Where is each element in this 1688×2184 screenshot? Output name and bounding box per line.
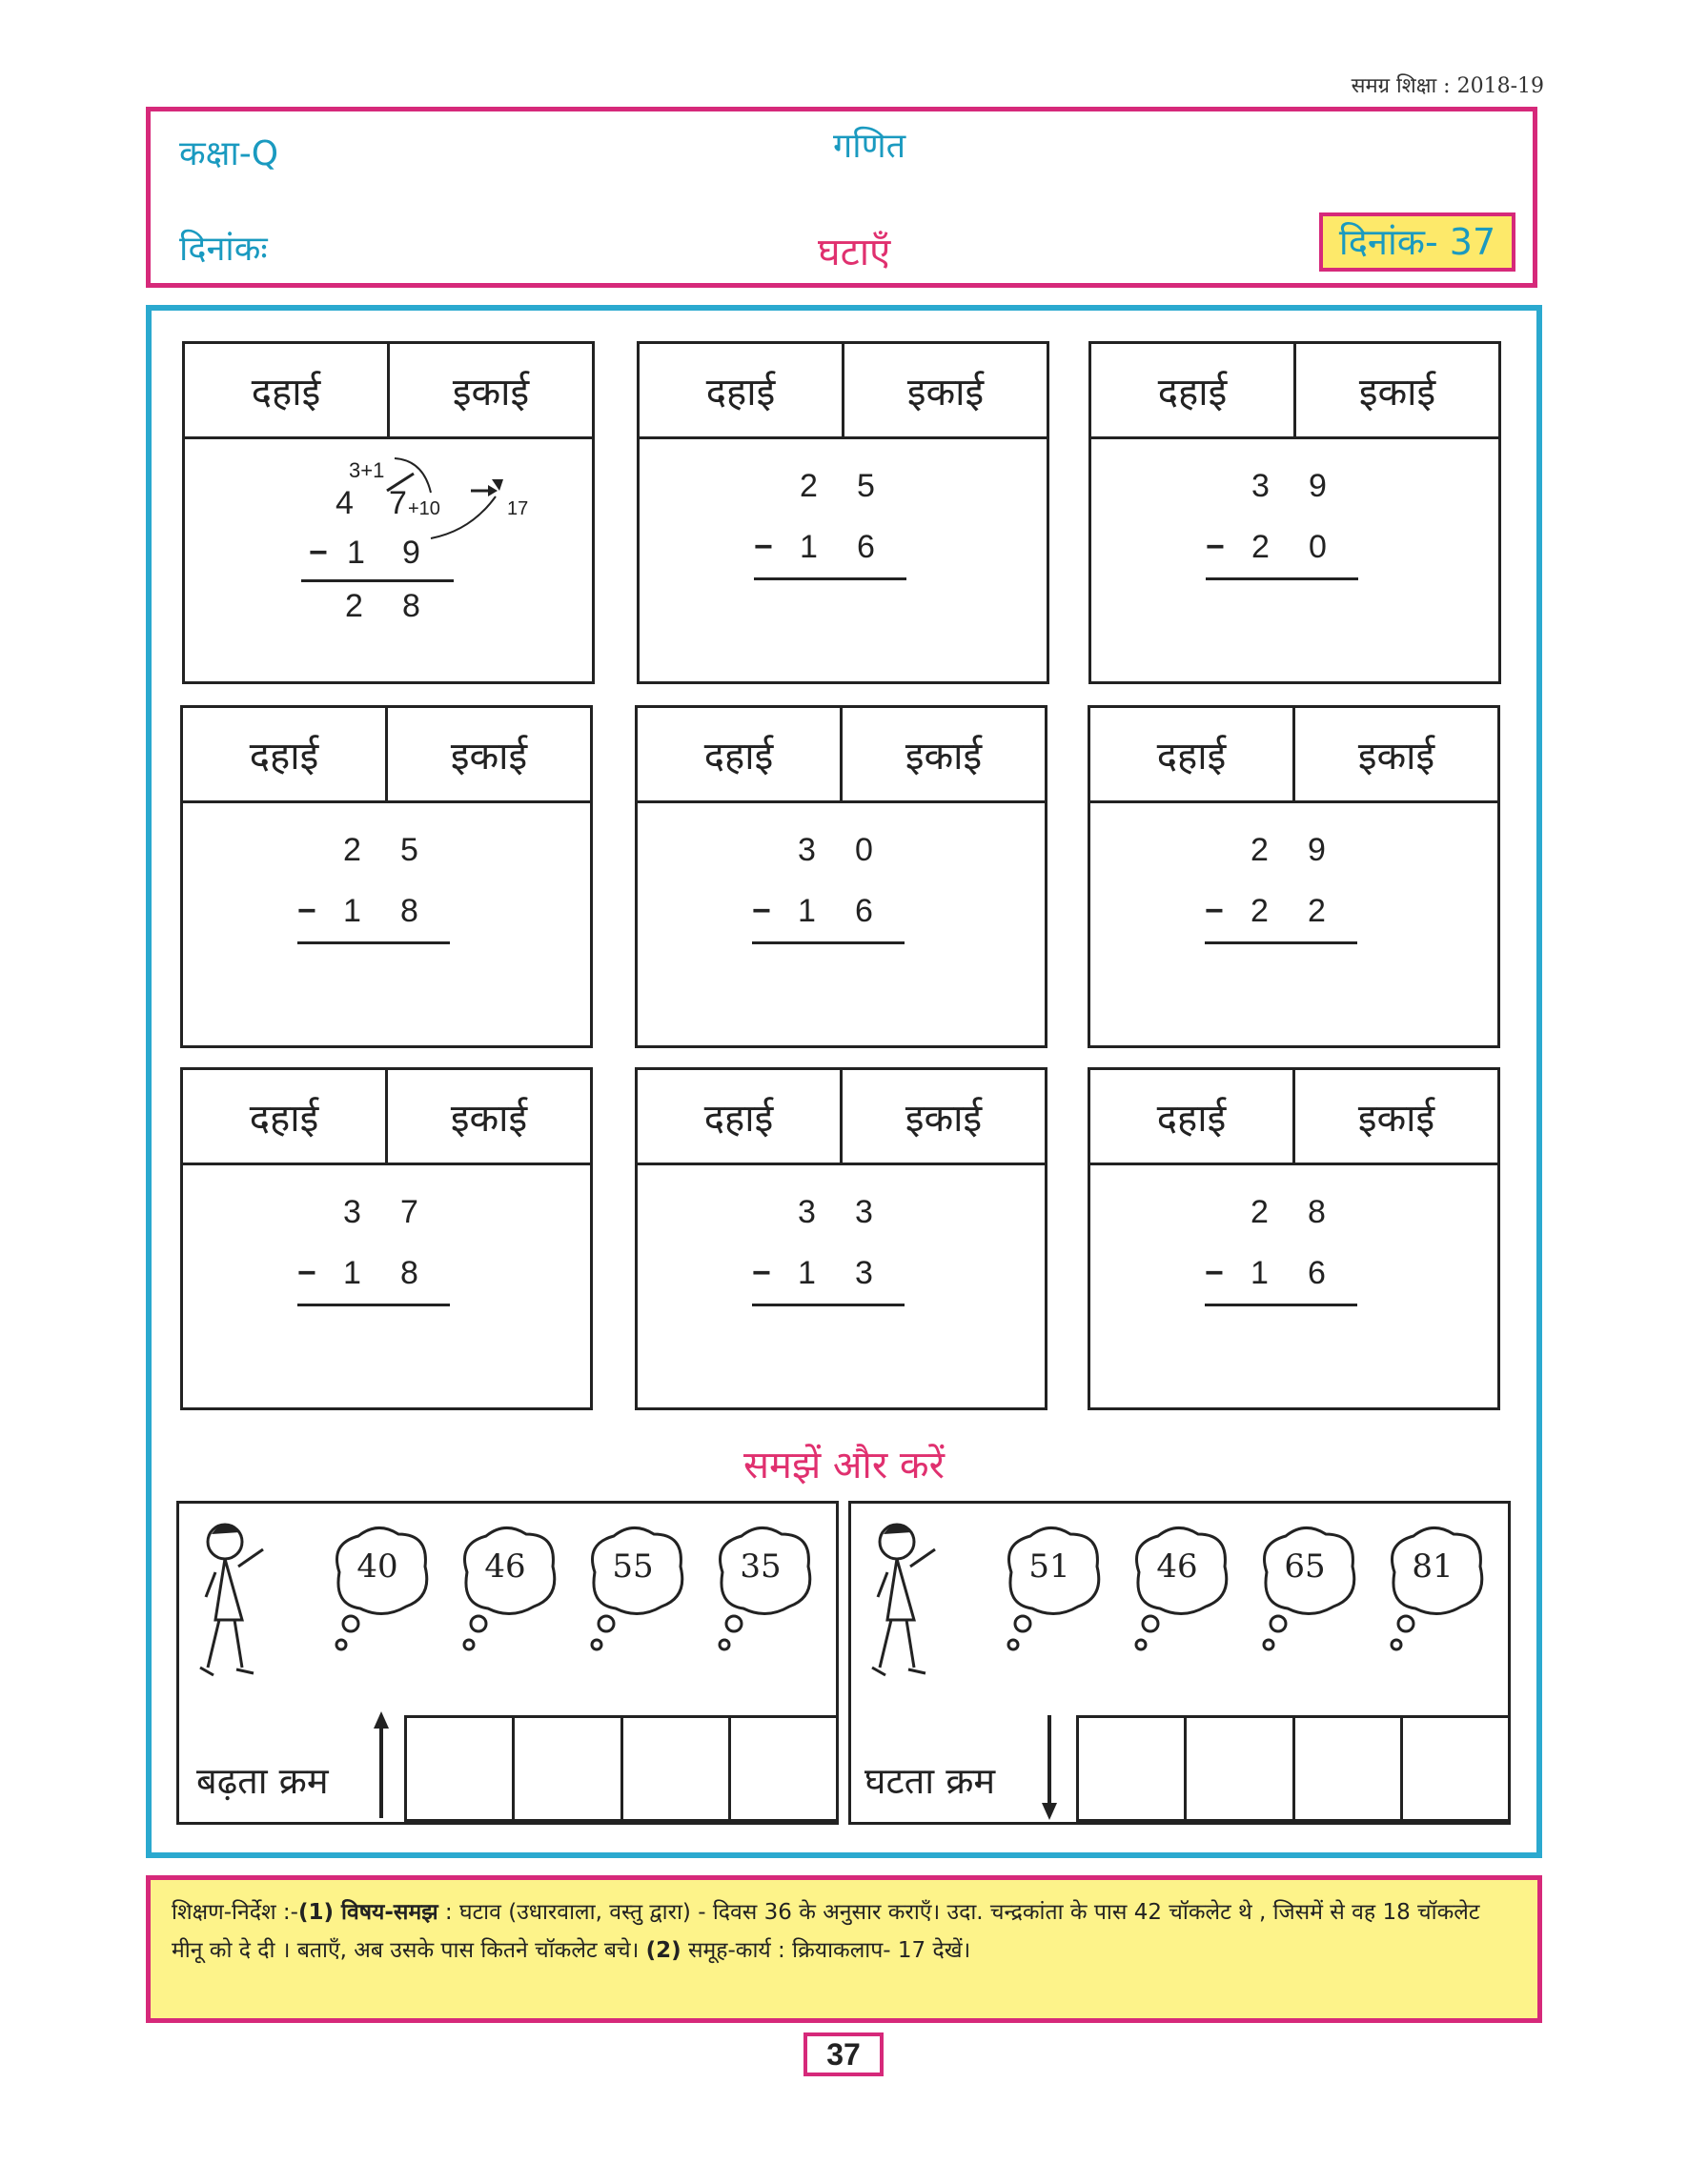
tens-top-digit: 2 xyxy=(800,468,818,504)
subtraction-problem-box xyxy=(180,1067,593,1410)
number-bubble xyxy=(330,1525,425,1620)
ones-top-digit: 7 xyxy=(389,485,407,521)
class-label: कक्षा-Q xyxy=(179,134,279,173)
ones-bottom-digit: 6 xyxy=(855,893,873,929)
ones-column-label: इकाई xyxy=(452,371,530,415)
answer-cell[interactable] xyxy=(1403,1718,1508,1819)
answer-line xyxy=(1205,941,1357,944)
answer-space[interactable] xyxy=(316,954,459,992)
tens-column-label: दहाई xyxy=(1090,708,1295,800)
ones-top-digit: 7 xyxy=(400,1194,418,1230)
borrow-result: 17 xyxy=(507,498,529,519)
answer-space[interactable] xyxy=(1224,1316,1367,1354)
borrow-note: +10 xyxy=(408,498,440,519)
ones-top-digit: 5 xyxy=(400,832,418,868)
subtraction-problem-box xyxy=(180,705,593,1048)
ascending-label: बढ़ता क्रम xyxy=(196,1760,329,1802)
tens-top-digit: 3 xyxy=(1251,468,1270,504)
tens-bottom-digit: 1 xyxy=(347,535,365,571)
worksheet-header xyxy=(146,107,1537,288)
place-value-header xyxy=(1090,708,1497,803)
subtraction-problem-box xyxy=(635,1067,1047,1410)
tens-column-label: दहाई xyxy=(183,708,388,800)
note-part1-text: : घटाव (उधारवाला, वस्तु द्वारा) - दिवस 36 के अनुसार कराएँ। उदा. चन्द्रकांता के पास 42 चॉकलेट थे , जिसमें से वह 18 चॉकलेट मीनू को दे दी । बताएँ, अब उसके पास कितने चॉकलेट बचे। xyxy=(172,1900,1480,1963)
answer-cell[interactable] xyxy=(515,1718,622,1819)
note-part2-heading: (2) xyxy=(645,1938,681,1963)
minus-sign: − xyxy=(1205,1255,1224,1291)
answer-space[interactable] xyxy=(771,954,914,992)
tens-bottom-digit: 1 xyxy=(800,529,818,565)
tens-top-digit: 3 xyxy=(798,1194,816,1230)
number-bubble xyxy=(1257,1525,1352,1620)
tens-column-label: दहाई xyxy=(1090,1070,1295,1163)
answer-line xyxy=(754,577,906,580)
note-part2-text: समूह-कार्य : क्रियाकलाप- 17 देखें। xyxy=(681,1938,971,1963)
topic-title: घटाएँ xyxy=(818,231,891,274)
girl-figure-icon xyxy=(859,1515,954,1687)
subtraction-problem-box xyxy=(1088,341,1501,684)
minus-sign: − xyxy=(752,893,771,929)
tens-column-label: दहाई xyxy=(638,708,843,800)
number-bubble xyxy=(713,1525,808,1620)
bubble-number: 46 xyxy=(1156,1547,1198,1586)
descending-order-box xyxy=(848,1501,1511,1825)
ones-bottom-digit: 0 xyxy=(1309,529,1327,565)
bubble-number: 51 xyxy=(1028,1547,1070,1586)
number-bubble xyxy=(585,1525,681,1620)
tens-top-digit: 2 xyxy=(1251,1194,1269,1230)
tens-top-digit: 2 xyxy=(1251,832,1269,868)
tens-bottom-digit: 1 xyxy=(798,893,816,929)
bubble-number: 81 xyxy=(1412,1547,1454,1586)
place-value-header xyxy=(183,708,590,803)
minus-sign: − xyxy=(1206,529,1225,565)
minus-sign: − xyxy=(309,535,328,571)
tens-bottom-digit: 2 xyxy=(1251,529,1270,565)
ones-bottom-digit: 9 xyxy=(402,535,420,571)
ones-top-digit: 8 xyxy=(1308,1194,1326,1230)
answer-line xyxy=(752,1304,905,1306)
tens-top-digit: 4 xyxy=(336,485,354,521)
answer-line xyxy=(297,1304,450,1306)
note-part1-heading: (1) विषय-समझ xyxy=(297,1900,438,1925)
number-bubble xyxy=(1129,1525,1225,1620)
bubble-number: 35 xyxy=(740,1547,782,1586)
tens-bottom-digit: 1 xyxy=(798,1255,816,1291)
subtraction-problem-box xyxy=(635,705,1047,1048)
ascending-answer-cells xyxy=(404,1715,839,1822)
answer-line xyxy=(301,579,454,582)
answer-cell[interactable] xyxy=(1187,1718,1294,1819)
number-bubble xyxy=(1002,1525,1097,1620)
subtraction-problem-box xyxy=(1088,1067,1500,1410)
ones-top-digit: 0 xyxy=(855,832,873,868)
tens-bottom-digit: 1 xyxy=(343,893,361,929)
tens-column-label: दहाई xyxy=(183,1070,388,1163)
minus-sign: − xyxy=(297,1255,316,1291)
tens-column-label: दहाई xyxy=(640,344,844,436)
teaching-instructions xyxy=(146,1875,1542,2023)
tens-column-label: दहाई xyxy=(638,1070,843,1163)
tens-top-digit: 3 xyxy=(798,832,816,868)
number-bubble xyxy=(458,1525,553,1620)
note-prefix: शिक्षण-निर्देश :- xyxy=(172,1900,298,1925)
ones-column-label: इकाई xyxy=(1358,371,1436,415)
place-value-header xyxy=(638,1070,1045,1165)
ones-top-digit: 5 xyxy=(857,468,875,504)
answer-cell[interactable] xyxy=(407,1718,515,1819)
answer-space[interactable] xyxy=(1225,590,1368,628)
place-value-header xyxy=(638,708,1045,803)
answer-space[interactable] xyxy=(771,1316,914,1354)
tens-column-label: दहाई xyxy=(185,344,390,436)
ones-column-label: इकाई xyxy=(450,735,528,779)
subtraction-problem-box xyxy=(637,341,1049,684)
ones-column-label: इकाई xyxy=(1357,1097,1435,1141)
ones-top-digit: 9 xyxy=(1308,832,1326,868)
answer-cell[interactable] xyxy=(731,1718,836,1819)
ones-top-digit: 3 xyxy=(855,1194,873,1230)
minus-sign: − xyxy=(754,529,773,565)
answer-line xyxy=(297,941,450,944)
ones-bottom-digit: 3 xyxy=(855,1255,873,1291)
arrow-down-icon xyxy=(1038,1711,1061,1822)
number-bubble xyxy=(1385,1525,1480,1620)
answer-line xyxy=(1205,1304,1357,1306)
ones-bottom-digit: 6 xyxy=(1308,1255,1326,1291)
tens-top-digit: 3 xyxy=(343,1194,361,1230)
answer-ones-digit: 8 xyxy=(402,588,420,624)
tens-bottom-digit: 1 xyxy=(343,1255,361,1291)
carry-note: 3+1 xyxy=(349,458,385,482)
place-value-header xyxy=(1091,344,1498,439)
subtraction-problem-box xyxy=(1088,705,1500,1048)
answer-cell[interactable] xyxy=(1079,1718,1187,1819)
bubble-number: 55 xyxy=(612,1547,654,1586)
series-brand: समग्र शिक्षा : 2018-19 xyxy=(1351,74,1544,98)
minus-sign: − xyxy=(1205,893,1224,929)
minus-sign: − xyxy=(297,893,316,929)
descending-label: घटता क्रम xyxy=(864,1760,996,1802)
place-value-header xyxy=(640,344,1047,439)
answer-line xyxy=(752,941,905,944)
tens-column-label: दहाई xyxy=(1091,344,1296,436)
answer-space[interactable] xyxy=(316,1316,459,1354)
ones-column-label: इकाई xyxy=(906,371,985,415)
ones-bottom-digit: 2 xyxy=(1308,893,1326,929)
place-value-header xyxy=(1090,1070,1497,1165)
bubble-number: 40 xyxy=(356,1547,398,1586)
answer-cell[interactable] xyxy=(1295,1718,1403,1819)
tens-bottom-digit: 2 xyxy=(1251,893,1269,929)
bubble-number: 65 xyxy=(1284,1547,1326,1586)
ones-bottom-digit: 8 xyxy=(400,893,418,929)
ones-bottom-digit: 6 xyxy=(857,529,875,565)
ones-column-label: इकाई xyxy=(905,735,983,779)
descending-answer-cells xyxy=(1076,1715,1511,1822)
tens-top-digit: 2 xyxy=(343,832,361,868)
answer-line xyxy=(1206,577,1358,580)
minus-sign: − xyxy=(752,1255,771,1291)
ones-column-label: इकाई xyxy=(905,1097,983,1141)
answer-tens-digit: 2 xyxy=(345,588,363,624)
ones-bottom-digit: 8 xyxy=(400,1255,418,1291)
page-number: 37 xyxy=(803,2032,884,2076)
answer-space[interactable] xyxy=(1224,954,1367,992)
subject-title: गणित xyxy=(833,127,906,166)
answer-space[interactable] xyxy=(773,590,916,628)
place-value-header xyxy=(185,344,592,439)
date-label: दिनांकः xyxy=(179,230,268,269)
worked-example-box xyxy=(182,341,595,684)
section-title: समझें और करें xyxy=(743,1444,945,1487)
ones-column-label: इकाई xyxy=(1357,735,1435,779)
place-value-header xyxy=(183,1070,590,1165)
tens-bottom-digit: 1 xyxy=(1251,1255,1269,1291)
arrow-up-icon xyxy=(370,1711,393,1822)
ascending-order-box xyxy=(176,1501,839,1825)
girl-figure-icon xyxy=(187,1515,282,1687)
bubble-number: 46 xyxy=(484,1547,526,1586)
day-badge: दिनांक- 37 xyxy=(1319,212,1515,272)
ones-top-digit: 9 xyxy=(1309,468,1327,504)
ones-column-label: इकाई xyxy=(450,1097,528,1141)
answer-cell[interactable] xyxy=(623,1718,731,1819)
